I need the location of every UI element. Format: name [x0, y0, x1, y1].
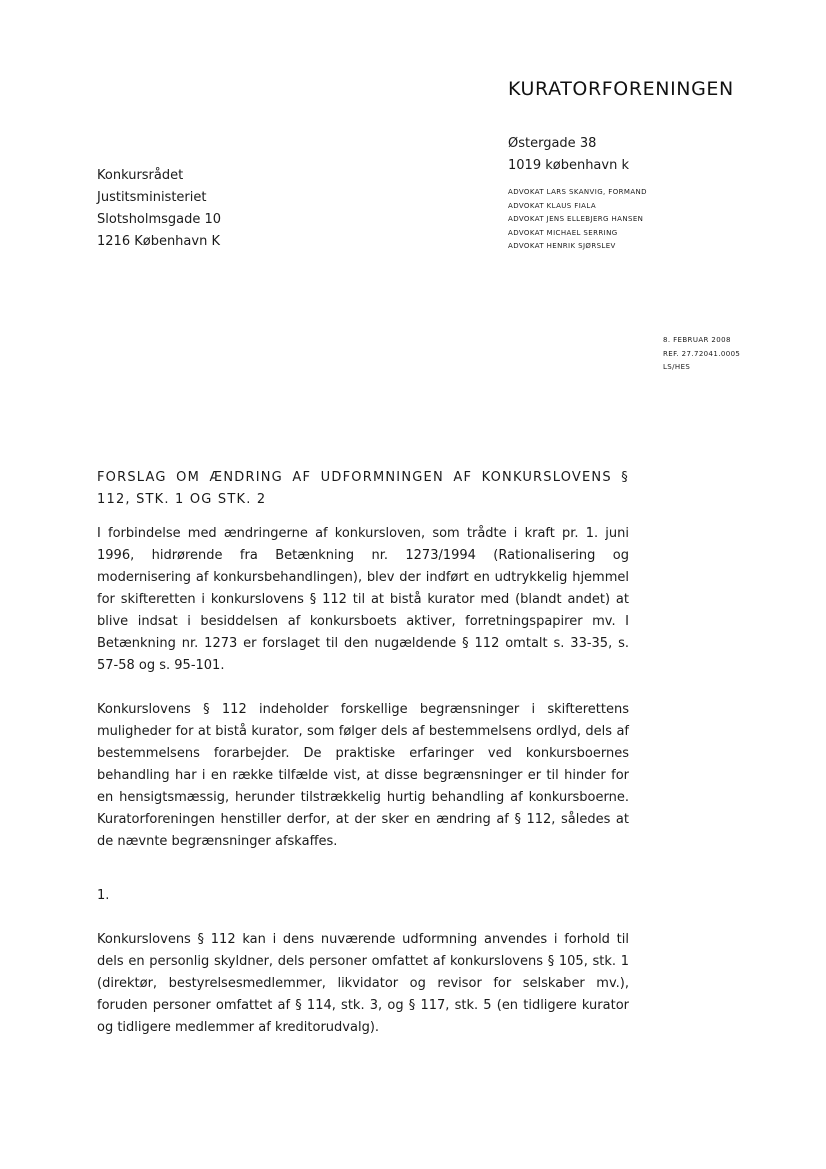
letter-body [97, 467, 629, 1039]
sender-address [508, 133, 629, 177]
paragraph-spacer [97, 853, 629, 885]
letter-heading: FORSLAG OM ÆNDRING AF UDFORMNINGEN AF KONKURSLOVENS § 112, STK. 1 OG STK. 2 [97, 470, 629, 507]
body-paragraph: Konkurslovens § 112 kan i dens nuværende udformning anvendes i forhold til dels en personlig skyldner, dels personer omfattet af konkurslovens § 105, stk. 1 (direktør, bestyrelsesmedlemmer, likvidator og revisor for selskaber mv.), foruden personer omfattet af § 114, stk. 3, og § 117, stk. 5 (en tidligere kurator og tidligere medlemmer af kreditorudvalg). [97, 932, 629, 1035]
recipient-address [97, 165, 221, 253]
sender-address-street: Østergade 38 [508, 136, 597, 151]
sender-address-city: 1019 københavn k [508, 158, 629, 173]
lawyer-name: ADVOKAT HENRIK SJØRSLEV [508, 242, 616, 250]
lawyer-name: ADVOKAT KLAUS FIALA [508, 201, 597, 210]
lawyer-name: ADVOKAT JENS ELLEBJERG HANSEN [508, 215, 644, 223]
organization-name: KURATORFORENINGEN [508, 78, 734, 100]
lawyer-list [508, 186, 647, 254]
letter-initials: LS/HES [663, 363, 691, 371]
recipient-line: Slotsholmsgade 10 [97, 212, 222, 227]
paragraph-spacer [97, 907, 629, 929]
letter-date: 8. FEBRUAR 2008 [663, 336, 731, 344]
letter-reference: REF. 27.72041.0005 [663, 349, 741, 358]
letter-meta [663, 334, 740, 375]
body-paragraph: I forbindelse med ændringerne af konkursloven, som trådte i kraft pr. 1. juni 1996, hidrørende fra Betænkning nr. 1273/1994 (Rationalisering og modernisering af konkursbehandlingen), blev der indført en udtrykkelig hjemmel for skifteretten i konkurslovens § 112 til at bistå kurator med (blandt andet) at blive indsat i besiddelsen af konkursboets aktiver, forretningspapirer mv. I Betænkning nr. 1273 er forslaget til den nugældende § 112 omtalt s. 33-35, s. 57-58 og s. 95-101. [97, 526, 629, 673]
recipient-line: Justitsministeriet [97, 190, 207, 205]
lawyer-name: ADVOKAT LARS SKANVIG, FORMAND [508, 188, 647, 196]
paragraph-spacer [97, 677, 629, 699]
lawyer-name: ADVOKAT MICHAEL SERRING [508, 228, 618, 237]
section-number: 1. [97, 888, 110, 903]
recipient-line: Konkursrådet [97, 168, 184, 183]
recipient-line: 1216 København K [97, 234, 220, 249]
body-paragraph: Konkurslovens § 112 indeholder forskellige begrænsninger i skifterettens muligheder for at bistå kurator, som følger dels af bestemmelsens ordlyd, dels af bestemmelsens forarbejder. De praktiske erfaringer ved konkursboernes behandling har i en række tilfælde vist, at disse begrænsninger er til hinder for en hensigtsmæssig, herunder tilstrækkelig hurtig behandling af konkursboerne. Kuratorforeningen henstiller derfor, at der sker en ændring af § 112, således at de nævnte begrænsninger afskaffes. [97, 702, 629, 849]
